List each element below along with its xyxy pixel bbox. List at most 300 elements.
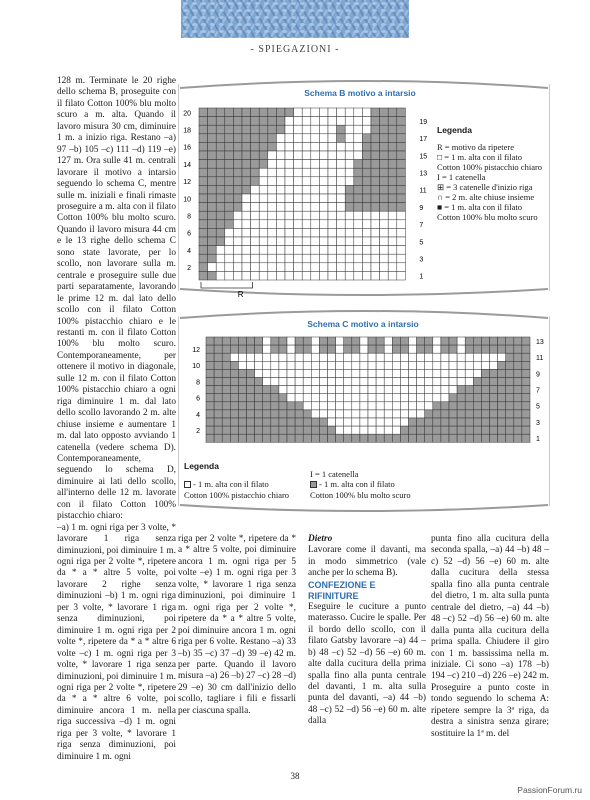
chart-cell — [216, 142, 225, 151]
chart-cell — [199, 254, 208, 263]
chart-cell — [242, 117, 251, 126]
chart-cell — [384, 426, 392, 434]
chart-cell — [368, 378, 376, 386]
chart-cell — [328, 203, 337, 212]
chart-cell — [311, 369, 319, 377]
chart-cell — [285, 228, 294, 237]
chart-cell — [319, 194, 328, 203]
chart-cell — [247, 361, 255, 369]
text-column-2 — [178, 534, 296, 774]
chart-cell — [417, 426, 425, 434]
chart-cell — [238, 369, 246, 377]
chart-cell — [360, 345, 368, 353]
chart-cell — [336, 337, 344, 345]
chart-cell — [285, 220, 294, 229]
chart-cell — [409, 378, 417, 386]
chart-cell — [506, 394, 514, 402]
chart-cell — [388, 211, 397, 220]
chart-cell — [251, 194, 260, 203]
chart-cell — [303, 369, 311, 377]
chart-cell — [449, 337, 457, 345]
chart-cell — [302, 185, 311, 194]
chart-cell — [344, 418, 352, 426]
text-column-1 — [57, 76, 176, 766]
chart-cell — [208, 263, 217, 272]
chart-cell — [214, 378, 222, 386]
chart-cell — [222, 337, 230, 345]
chart-cell — [368, 434, 376, 442]
chart-cell — [376, 353, 384, 361]
chart-cell — [271, 426, 279, 434]
chart-cell — [279, 337, 287, 345]
chart-cell — [345, 246, 354, 255]
chart-cell — [268, 271, 277, 280]
chart-cell — [225, 194, 234, 203]
chart-cell — [344, 434, 352, 442]
chart-cell — [380, 125, 389, 134]
chart-cell — [465, 402, 473, 410]
dietro-heading: Dietro — [308, 534, 333, 544]
chart-cell — [242, 108, 251, 117]
chart-cell — [380, 117, 389, 126]
paragraph: riga per 2 volte *, ripetere da * a * altre 5 volte, poi diminuire ancora 1 m. ogni riga per 5 volte –e) 1 m. ogni riga per 3 volte, * lavorare 1 riga senza diminuzioni, poi diminuire 1 m. ogni riga per 2 volte *, ripetere da * a * altre 5 volte, poi diminuire ancora 1 m. ogni riga per 6 volte. Restano –a) 33 –b) 35 –c) 37 –d) 39 –e) 42 m. per parte. Quando il lavoro misura –a) 26 –b) 27 –c) 28 –d) 29 –e) 30 cm dall'inizio dello scollo, tagliare i fili e fissarli per ciascuna spalla. — [178, 534, 296, 716]
chart-cell — [371, 228, 380, 237]
chart-cell — [384, 345, 392, 353]
chart-cell — [199, 220, 208, 229]
chart-cell — [268, 263, 277, 272]
chart-cell — [216, 160, 225, 169]
chart-cell — [285, 246, 294, 255]
chart-cell — [199, 246, 208, 255]
legend-b-item: □ = 1 m. alta con il filato — [437, 152, 522, 162]
chart-cell — [371, 177, 380, 186]
chart-cell — [392, 386, 400, 394]
chart-cell — [225, 271, 234, 280]
chart-cell — [319, 337, 327, 345]
chart-cell — [457, 353, 465, 361]
chart-cell — [311, 394, 319, 402]
chart-cell — [242, 185, 251, 194]
chart-cell — [425, 402, 433, 410]
chart-cell — [295, 410, 303, 418]
chart-cell — [302, 271, 311, 280]
chart-cell — [285, 237, 294, 246]
chart-cell — [362, 194, 371, 203]
chart-cell — [311, 418, 319, 426]
chart-cell — [514, 353, 522, 361]
chart-cell — [345, 151, 354, 160]
chart-cell — [425, 378, 433, 386]
chart-cell — [328, 211, 337, 220]
chart-cell — [481, 426, 489, 434]
chart-cell — [328, 142, 337, 151]
chart-cell — [230, 378, 238, 386]
chart-cell — [328, 263, 337, 272]
chart-cell — [337, 117, 346, 126]
chart-cell — [302, 246, 311, 255]
chart-cell — [279, 434, 287, 442]
chart-cell — [371, 151, 380, 160]
chart-cell — [397, 117, 406, 126]
chart-cell — [295, 402, 303, 410]
chart-cell — [242, 194, 251, 203]
chart-cell — [230, 353, 238, 361]
chart-cell — [344, 369, 352, 377]
row-label: 1 — [536, 436, 540, 444]
chart-cell — [216, 185, 225, 194]
chart-cell — [279, 361, 287, 369]
chart-cell — [328, 418, 336, 426]
chart-cell — [498, 426, 506, 434]
chart-cell — [222, 361, 230, 369]
chart-cell — [287, 418, 295, 426]
chart-cell — [311, 177, 320, 186]
chart-cell — [319, 177, 328, 186]
chart-cell — [352, 410, 360, 418]
chart-cell — [242, 142, 251, 151]
chart-cell — [238, 394, 246, 402]
chart-cell — [465, 418, 473, 426]
chart-cell — [514, 402, 522, 410]
chart-cell — [388, 185, 397, 194]
chart-cell — [344, 386, 352, 394]
chart-cell — [352, 345, 360, 353]
chart-cell — [279, 369, 287, 377]
chart-cell — [276, 160, 285, 169]
chart-cell — [392, 369, 400, 377]
chart-cell — [233, 246, 242, 255]
chart-cell — [490, 345, 498, 353]
chart-cell — [216, 194, 225, 203]
chart-cell — [247, 337, 255, 345]
chart-cell — [319, 125, 328, 134]
chart-cell — [303, 378, 311, 386]
chart-cell — [397, 125, 406, 134]
chart-cell — [206, 402, 214, 410]
chart-cell — [388, 168, 397, 177]
chart-cell — [233, 263, 242, 272]
chart-cell — [216, 211, 225, 220]
chart-cell — [362, 220, 371, 229]
schema-c-bottom-arc — [178, 503, 550, 517]
chart-cell — [268, 194, 277, 203]
chart-cell — [233, 125, 242, 134]
chart-cell — [457, 410, 465, 418]
chart-cell — [233, 203, 242, 212]
chart-cell — [206, 353, 214, 361]
chart-cell — [208, 185, 217, 194]
chart-cell — [465, 426, 473, 434]
row-label: 4 — [187, 247, 191, 255]
chart-cell — [380, 108, 389, 117]
chart-cell — [388, 117, 397, 126]
chart-cell — [214, 434, 222, 442]
dark-cell-swatch — [310, 481, 317, 488]
chart-cell — [206, 410, 214, 418]
chart-cell — [311, 168, 320, 177]
chart-cell — [251, 125, 260, 134]
row-label: 6 — [187, 230, 191, 238]
chart-cell — [337, 194, 346, 203]
chart-cell — [409, 345, 417, 353]
chart-cell — [319, 426, 327, 434]
chart-cell — [506, 410, 514, 418]
chart-cell — [276, 220, 285, 229]
chart-cell — [337, 151, 346, 160]
chart-cell — [481, 345, 489, 353]
chart-cell — [498, 394, 506, 402]
chart-cell — [328, 246, 337, 255]
chart-cell — [302, 254, 311, 263]
chart-cell — [271, 337, 279, 345]
chart-cell — [409, 426, 417, 434]
chart-cell — [319, 142, 328, 151]
chart-cell — [199, 177, 208, 186]
chart-cell — [425, 345, 433, 353]
chart-cell — [397, 237, 406, 246]
chart-cell — [199, 194, 208, 203]
chart-cell — [242, 134, 251, 143]
chart-cell — [473, 418, 481, 426]
chart-cell — [279, 353, 287, 361]
chart-cell — [417, 378, 425, 386]
chart-cell — [400, 337, 408, 345]
chart-cell — [481, 369, 489, 377]
chart-cell — [514, 337, 522, 345]
chart-cell — [214, 410, 222, 418]
chart-cell — [345, 194, 354, 203]
chart-cell — [433, 353, 441, 361]
chart-cell — [506, 337, 514, 345]
chart-cell — [285, 263, 294, 272]
chart-cell — [251, 246, 260, 255]
chart-cell — [498, 410, 506, 418]
chart-cell — [336, 369, 344, 377]
chart-cell — [337, 125, 346, 134]
chart-cell — [388, 237, 397, 246]
chart-cell — [302, 142, 311, 151]
chart-cell — [490, 434, 498, 442]
chart-cell — [360, 434, 368, 442]
chart-cell — [225, 177, 234, 186]
chart-cell — [233, 185, 242, 194]
chart-cell — [214, 361, 222, 369]
chart-cell — [376, 418, 384, 426]
chart-cell — [354, 134, 363, 143]
chart-cell — [328, 369, 336, 377]
chart-cell — [344, 378, 352, 386]
chart-cell — [208, 117, 217, 126]
chart-cell — [255, 353, 263, 361]
chart-cell — [276, 185, 285, 194]
chart-cell — [397, 185, 406, 194]
chart-cell — [271, 369, 279, 377]
chart-cell — [336, 386, 344, 394]
chart-cell — [259, 108, 268, 117]
chart-cell — [268, 185, 277, 194]
chart-cell — [319, 369, 327, 377]
chart-cell — [247, 394, 255, 402]
chart-cell — [352, 402, 360, 410]
chart-cell — [397, 228, 406, 237]
chart-cell — [392, 434, 400, 442]
chart-cell — [328, 151, 337, 160]
chart-cell — [392, 345, 400, 353]
chart-cell — [311, 410, 319, 418]
chart-cell — [465, 369, 473, 377]
paragraph: 128 m. Terminate le 20 righe dello schema B, proseguite con il filato Cotton 100% blu molto scuro a m. alta. Quando il lavoro misura 30 cm, diminuire 1 m. a inizio riga. Restano –a) 97 –b) 105 –c) 111 –d) 119 –e) 127 m. Ora sulle 41 m. centrali lavorare il motivo a intarsio seguendo lo schema C, mentre sulle m. iniziali e finali rimaste proseguire a m. alta con il filato Cotton 100% blu molto scuro. Quando il lavoro misura 44 cm e le 13 righe dello schema C sono state lavorate, per lo scollo, non lavorare sulla m. centrale e proseguire sulle due parti separatamente, lavorando le prime 12 m. dal lato dello scollo con il filato Cotton 100% pistacchio chiaro e le restanti m. con il filato Cotton 100% blu molto scuro. Contemporaneamente, per ottenere il motivo in diagonale, sulle 12 m. con il filato Cotton 100% pistacchio chiaro a ogni riga diminuire 1 m. dal lato dello scollo lavorando 2 m. alte chiuse insieme e aumentare 1 m. dal lato opposto avviando 1 catenella (vedere schema D). Contemporaneamente, seguendo lo schema D, diminuire ai lati dello scollo, all'interno delle 12 m. lavorate con il filato Cotton 100% pistacchio chiaro: — [57, 76, 176, 522]
chart-cell — [279, 402, 287, 410]
row-label: 12 — [183, 179, 191, 187]
chart-cell — [216, 134, 225, 143]
chart-cell — [225, 142, 234, 151]
chart-cell — [222, 394, 230, 402]
chart-cell — [238, 345, 246, 353]
chart-cell — [371, 117, 380, 126]
chart-cell — [238, 402, 246, 410]
chart-cell — [216, 271, 225, 280]
chart-cell — [233, 271, 242, 280]
chart-cell — [465, 434, 473, 442]
chart-cell — [294, 228, 303, 237]
chart-cell — [271, 434, 279, 442]
chart-cell — [255, 394, 263, 402]
chart-cell — [268, 117, 277, 126]
chart-cell — [251, 117, 260, 126]
chart-cell — [417, 402, 425, 410]
chart-cell — [490, 418, 498, 426]
chart-cell — [319, 237, 328, 246]
chart-cell — [397, 134, 406, 143]
chart-cell — [441, 434, 449, 442]
chart-cell — [388, 142, 397, 151]
chart-cell — [522, 394, 530, 402]
chart-cell — [354, 108, 363, 117]
chart-cell — [276, 254, 285, 263]
chart-cell — [384, 369, 392, 377]
chart-cell — [294, 177, 303, 186]
chart-cell — [208, 246, 217, 255]
chart-cell — [433, 402, 441, 410]
chart-cell — [302, 117, 311, 126]
chart-cell — [251, 168, 260, 177]
chart-cell — [311, 337, 319, 345]
chart-cell — [498, 386, 506, 394]
chart-cell — [328, 271, 337, 280]
chart-cell — [433, 426, 441, 434]
chart-cell — [287, 434, 295, 442]
chart-cell — [397, 271, 406, 280]
chart-cell — [230, 402, 238, 410]
chart-cell — [514, 410, 522, 418]
chart-cell — [225, 160, 234, 169]
chart-cell — [465, 378, 473, 386]
chart-cell — [247, 353, 255, 361]
chart-cell — [457, 361, 465, 369]
chart-cell — [344, 337, 352, 345]
chart-cell — [336, 418, 344, 426]
chart-cell — [285, 271, 294, 280]
chart-cell — [344, 402, 352, 410]
chart-cell — [344, 361, 352, 369]
row-label: 8 — [187, 213, 191, 221]
chart-cell — [328, 185, 337, 194]
chart-cell — [397, 142, 406, 151]
chart-cell — [473, 361, 481, 369]
chart-cell — [441, 386, 449, 394]
chart-cell — [319, 394, 327, 402]
chart-cell — [371, 254, 380, 263]
legend-b-item: ∩ = 2 m. alte chiuse insieme — [437, 192, 535, 202]
chart-cell — [409, 402, 417, 410]
chart-cell — [303, 434, 311, 442]
chart-cell — [498, 369, 506, 377]
chart-cell — [199, 117, 208, 126]
chart-cell — [311, 345, 319, 353]
chart-cell — [345, 160, 354, 169]
schema-b-chart — [183, 104, 428, 299]
chart-cell — [354, 228, 363, 237]
chart-cell — [433, 394, 441, 402]
chart-cell — [259, 168, 268, 177]
chart-cell — [225, 185, 234, 194]
row-label: 16 — [183, 144, 191, 152]
chart-cell — [336, 378, 344, 386]
chart-cell — [311, 194, 320, 203]
schema-b-bottom-arc — [178, 287, 550, 301]
chart-cell — [295, 369, 303, 377]
chart-cell — [328, 345, 336, 353]
chart-cell — [251, 108, 260, 117]
chart-cell — [206, 394, 214, 402]
chart-cell — [400, 402, 408, 410]
chart-cell — [362, 203, 371, 212]
chart-cell — [285, 194, 294, 203]
chart-cell — [238, 361, 246, 369]
chart-cell — [522, 386, 530, 394]
chart-cell — [449, 410, 457, 418]
chart-cell — [522, 418, 530, 426]
legend-b-item: ⊞ = 3 catenelle d'inizio riga — [437, 182, 533, 192]
chart-cell — [294, 203, 303, 212]
chart-cell — [295, 353, 303, 361]
chart-cell — [233, 151, 242, 160]
chart-cell — [522, 410, 530, 418]
chart-cell — [279, 426, 287, 434]
chart-cell — [481, 353, 489, 361]
chart-cell — [268, 177, 277, 186]
chart-cell — [473, 434, 481, 442]
chart-cell — [319, 160, 328, 169]
chart-cell — [352, 369, 360, 377]
chart-cell — [208, 211, 217, 220]
chart-cell — [208, 228, 217, 237]
chart-cell — [441, 345, 449, 353]
chart-cell — [251, 160, 260, 169]
chart-cell — [490, 361, 498, 369]
chart-cell — [522, 369, 530, 377]
chart-cell — [360, 418, 368, 426]
chart-cell — [216, 254, 225, 263]
chart-cell — [388, 125, 397, 134]
chart-cell — [345, 263, 354, 272]
text-column-3 — [308, 534, 426, 774]
chart-cell — [368, 369, 376, 377]
chart-cell — [380, 237, 389, 246]
chart-cell — [255, 369, 263, 377]
chart-cell — [225, 246, 234, 255]
chart-cell — [251, 203, 260, 212]
